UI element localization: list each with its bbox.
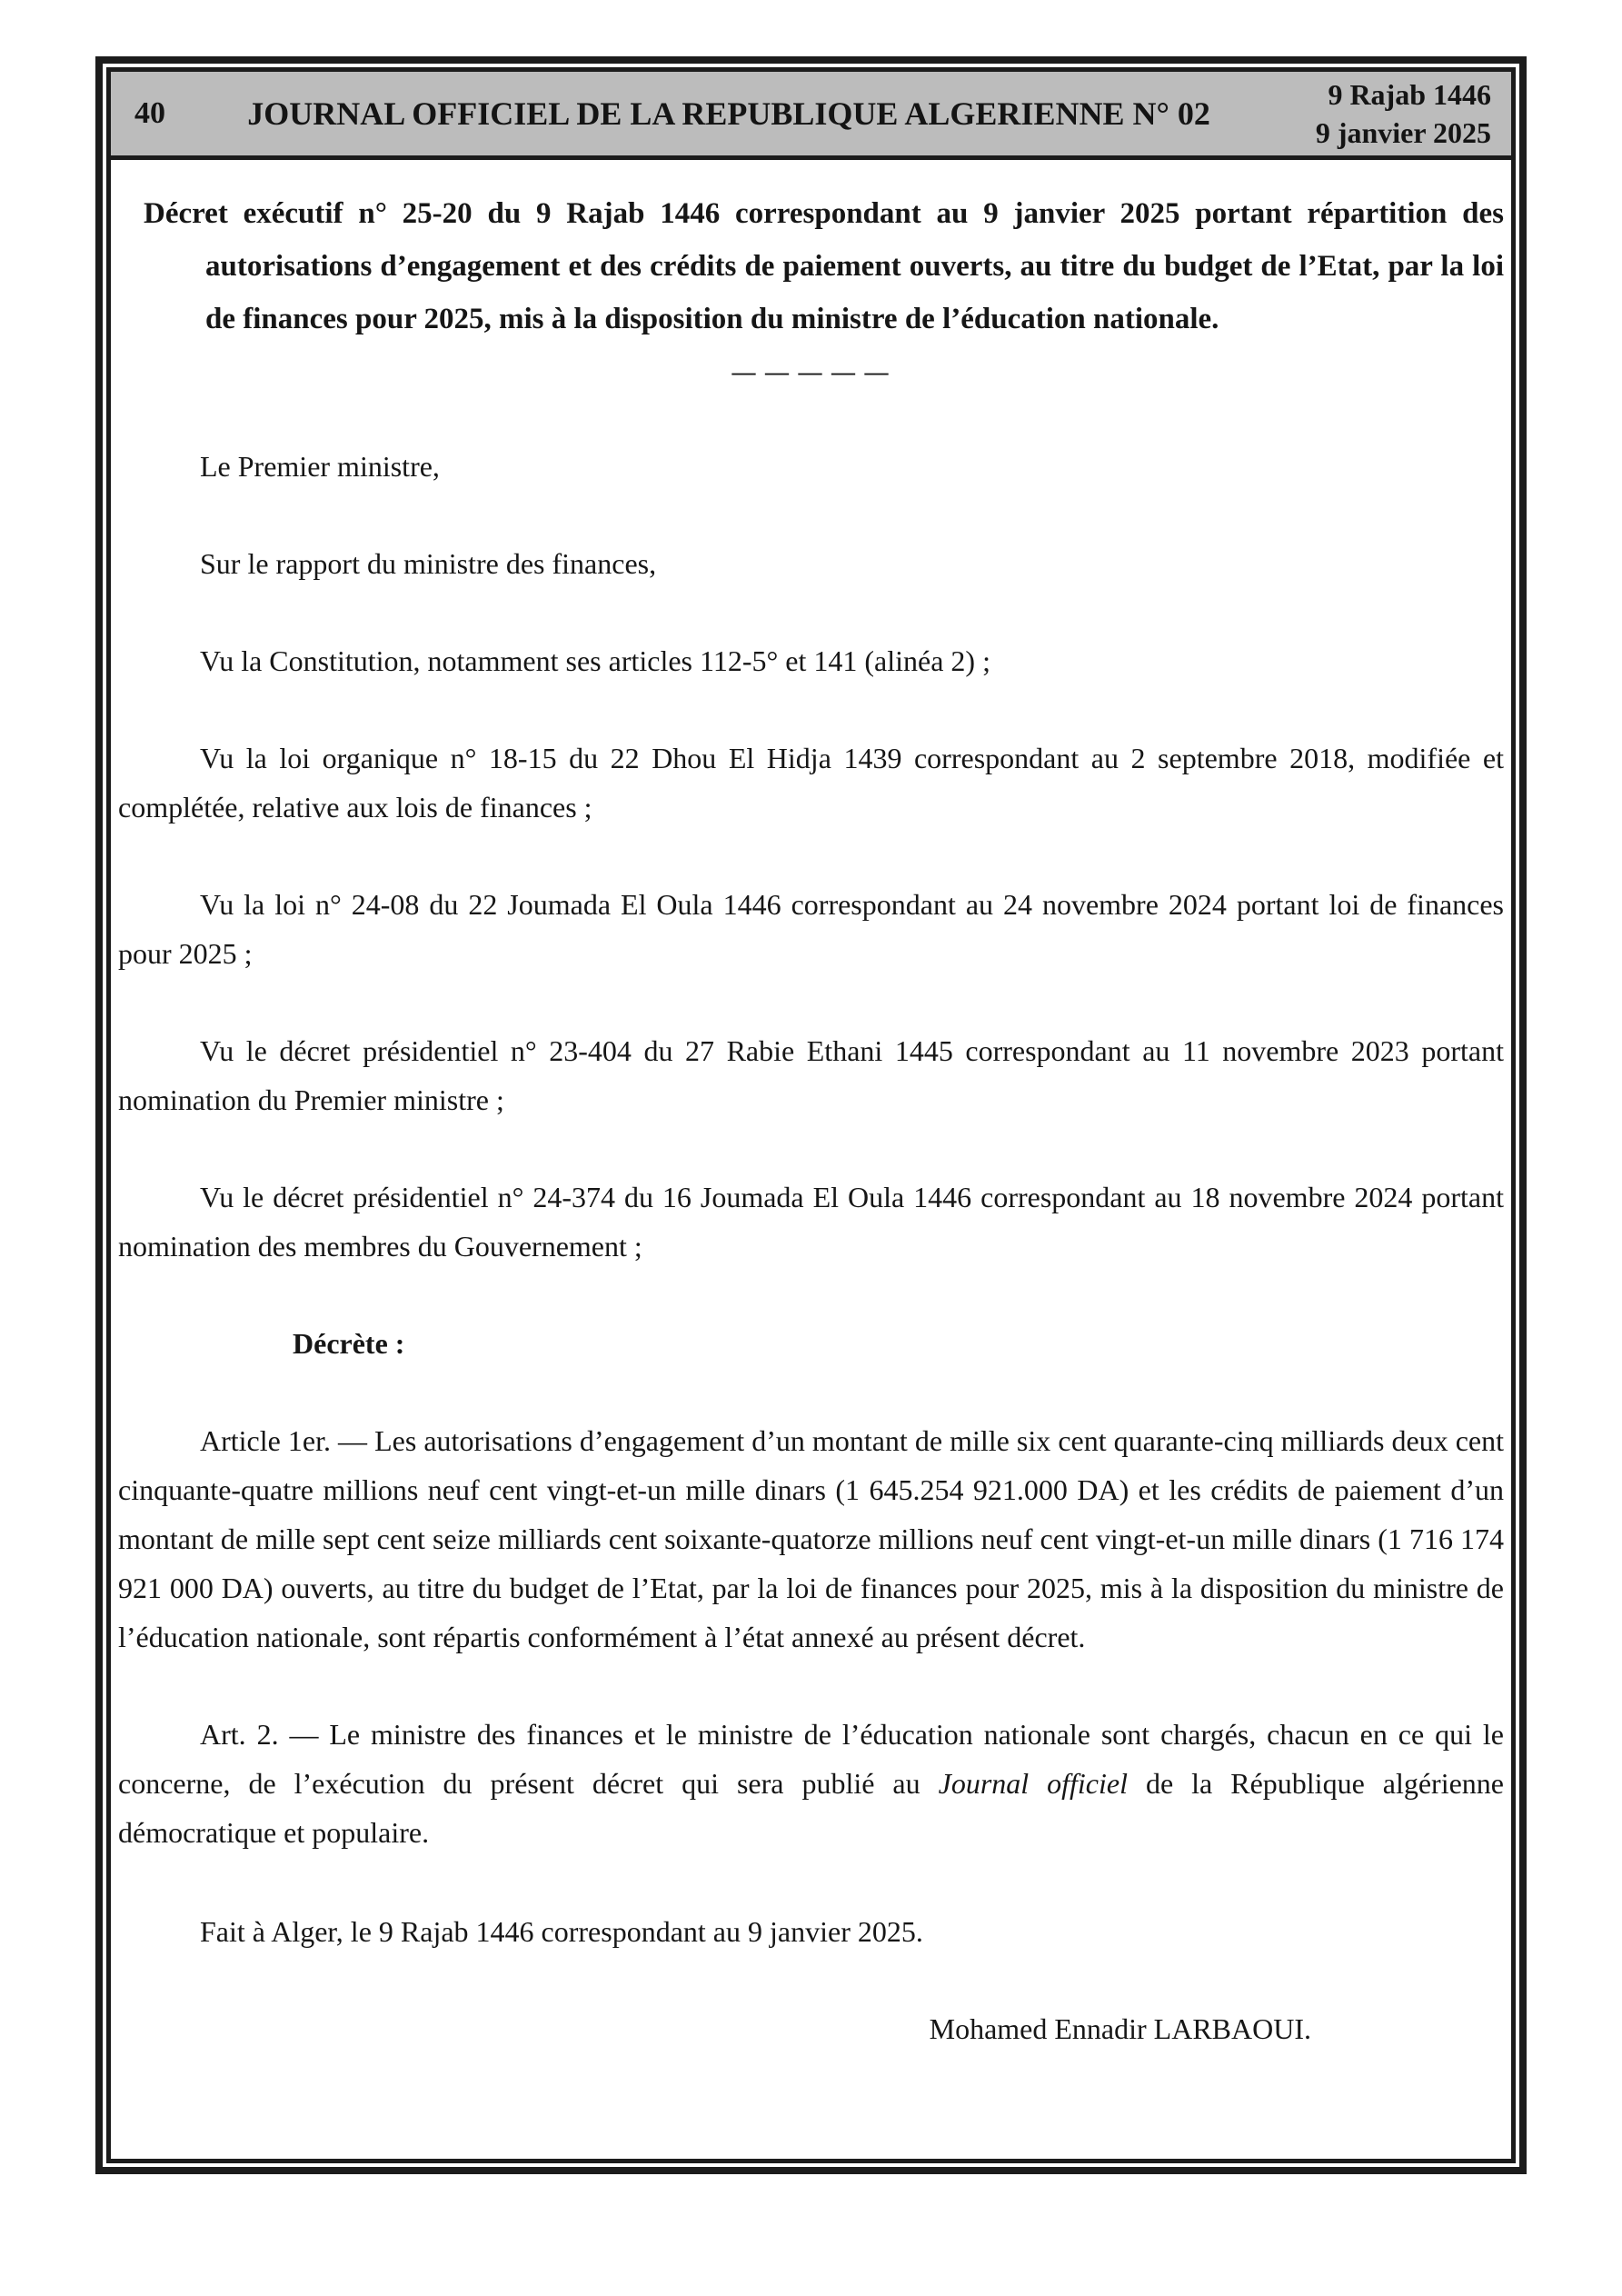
signatory-name: Mohamed Ennadir LARBAOUI.: [929, 2012, 1311, 2045]
date-gregorian: 9 janvier 2025: [1315, 116, 1491, 149]
paragraph-loi-24-08: Vu la loi n° 24-08 du 22 Joumada El Oula 1446 correspondant au 24 novembre 2024 portant loi de finances pour 2025 ;: [118, 888, 1504, 970]
article-1: Article 1er. — Les autorisations d’engagement d’un montant de mille six cent quarante-cinq milliards deux cent cinquante-quatre millions neuf cent vingt-et-un mille dinars (1 645.254 921.000 DA) et les crédits de paiement d’un montant de mille sept cent seize milliards cent soixante-quatorze millions neuf cent vingt-et-un mille dinars (1 716 174 921 000 DA) ouverts, au titre du budget de l’Etat, par la loi de finances pour 2025, mis à la disposition du ministre de l’éducation nationale, sont répartis conformément à l’état annexé au présent décret.: [118, 1424, 1504, 1653]
article-2-text-end: de la République algérienne démocratique et populaire.: [118, 1767, 1505, 1849]
article-2-text-start: Art. 2. — Le ministre des finances et le ministre de l’éducation nationale sont chargés, chacun en ce qui le concerne, de l’exécution du présent décret qui sera publié au: [118, 1718, 1504, 1800]
date-place-line: Fait à Alger, le 9 Rajab 1446 correspondant au 9 janvier 2025.: [200, 1915, 923, 1948]
paragraph-decret-24-374: Vu le décret présidentiel n° 24-374 du 16 Joumada El Oula 1446 correspondant au 18 novembre 2024 portant nomination des membres du Gouvernement ;: [118, 1181, 1504, 1263]
journal-title: JOURNAL OFFICIEL DE LA REPUBLIQUE ALGERIENNE N° 02: [247, 95, 1210, 132]
date-hijri: 9 Rajab 1446: [1328, 78, 1491, 111]
decree-title: Décret exécutif n° 25-20 du 9 Rajab 1446 correspondant au 9 janvier 2025 portant répartition des autorisations d’engagement et des crédits de paiement ouverts, au titre du budget de l’Etat, par la loi de finances pour 2025, mis à la disposition du ministre de l’éducation nationale.: [144, 197, 1504, 335]
page-header: [111, 72, 1511, 160]
paragraph-constitution: Vu la Constitution, notamment ses articles 112-5° et 141 (alinéa 2) ;: [200, 644, 990, 677]
paragraph-premier-ministre: Le Premier ministre,: [200, 450, 440, 483]
journal-officiel-italic: Journal officiel: [938, 1767, 1128, 1800]
page-number: 40: [134, 96, 165, 130]
header-dates: [1210, 75, 1511, 152]
decree-body: [111, 160, 1511, 2053]
page-border-inner: [106, 67, 1516, 2163]
paragraph-loi-organique: Vu la loi organique n° 18-15 du 22 Dhou El Hidja 1439 correspondant au 2 septembre 2018, modifiée et complétée, relative aux lois de finances ;: [118, 742, 1504, 824]
dashed-separator: — — — — —: [731, 359, 891, 385]
page-border-outer: [95, 56, 1527, 2174]
decrete-heading: Décrète :: [293, 1327, 405, 1360]
paragraph-decret-23-404: Vu le décret présidentiel n° 23-404 du 27 Rabie Ethani 1445 correspondant au 11 novembre 2023 portant nomination du Premier ministre ;: [118, 1034, 1504, 1116]
paragraph-rapport: Sur le rapport du ministre des finances,: [200, 547, 657, 580]
article-2: [118, 1710, 1504, 1857]
